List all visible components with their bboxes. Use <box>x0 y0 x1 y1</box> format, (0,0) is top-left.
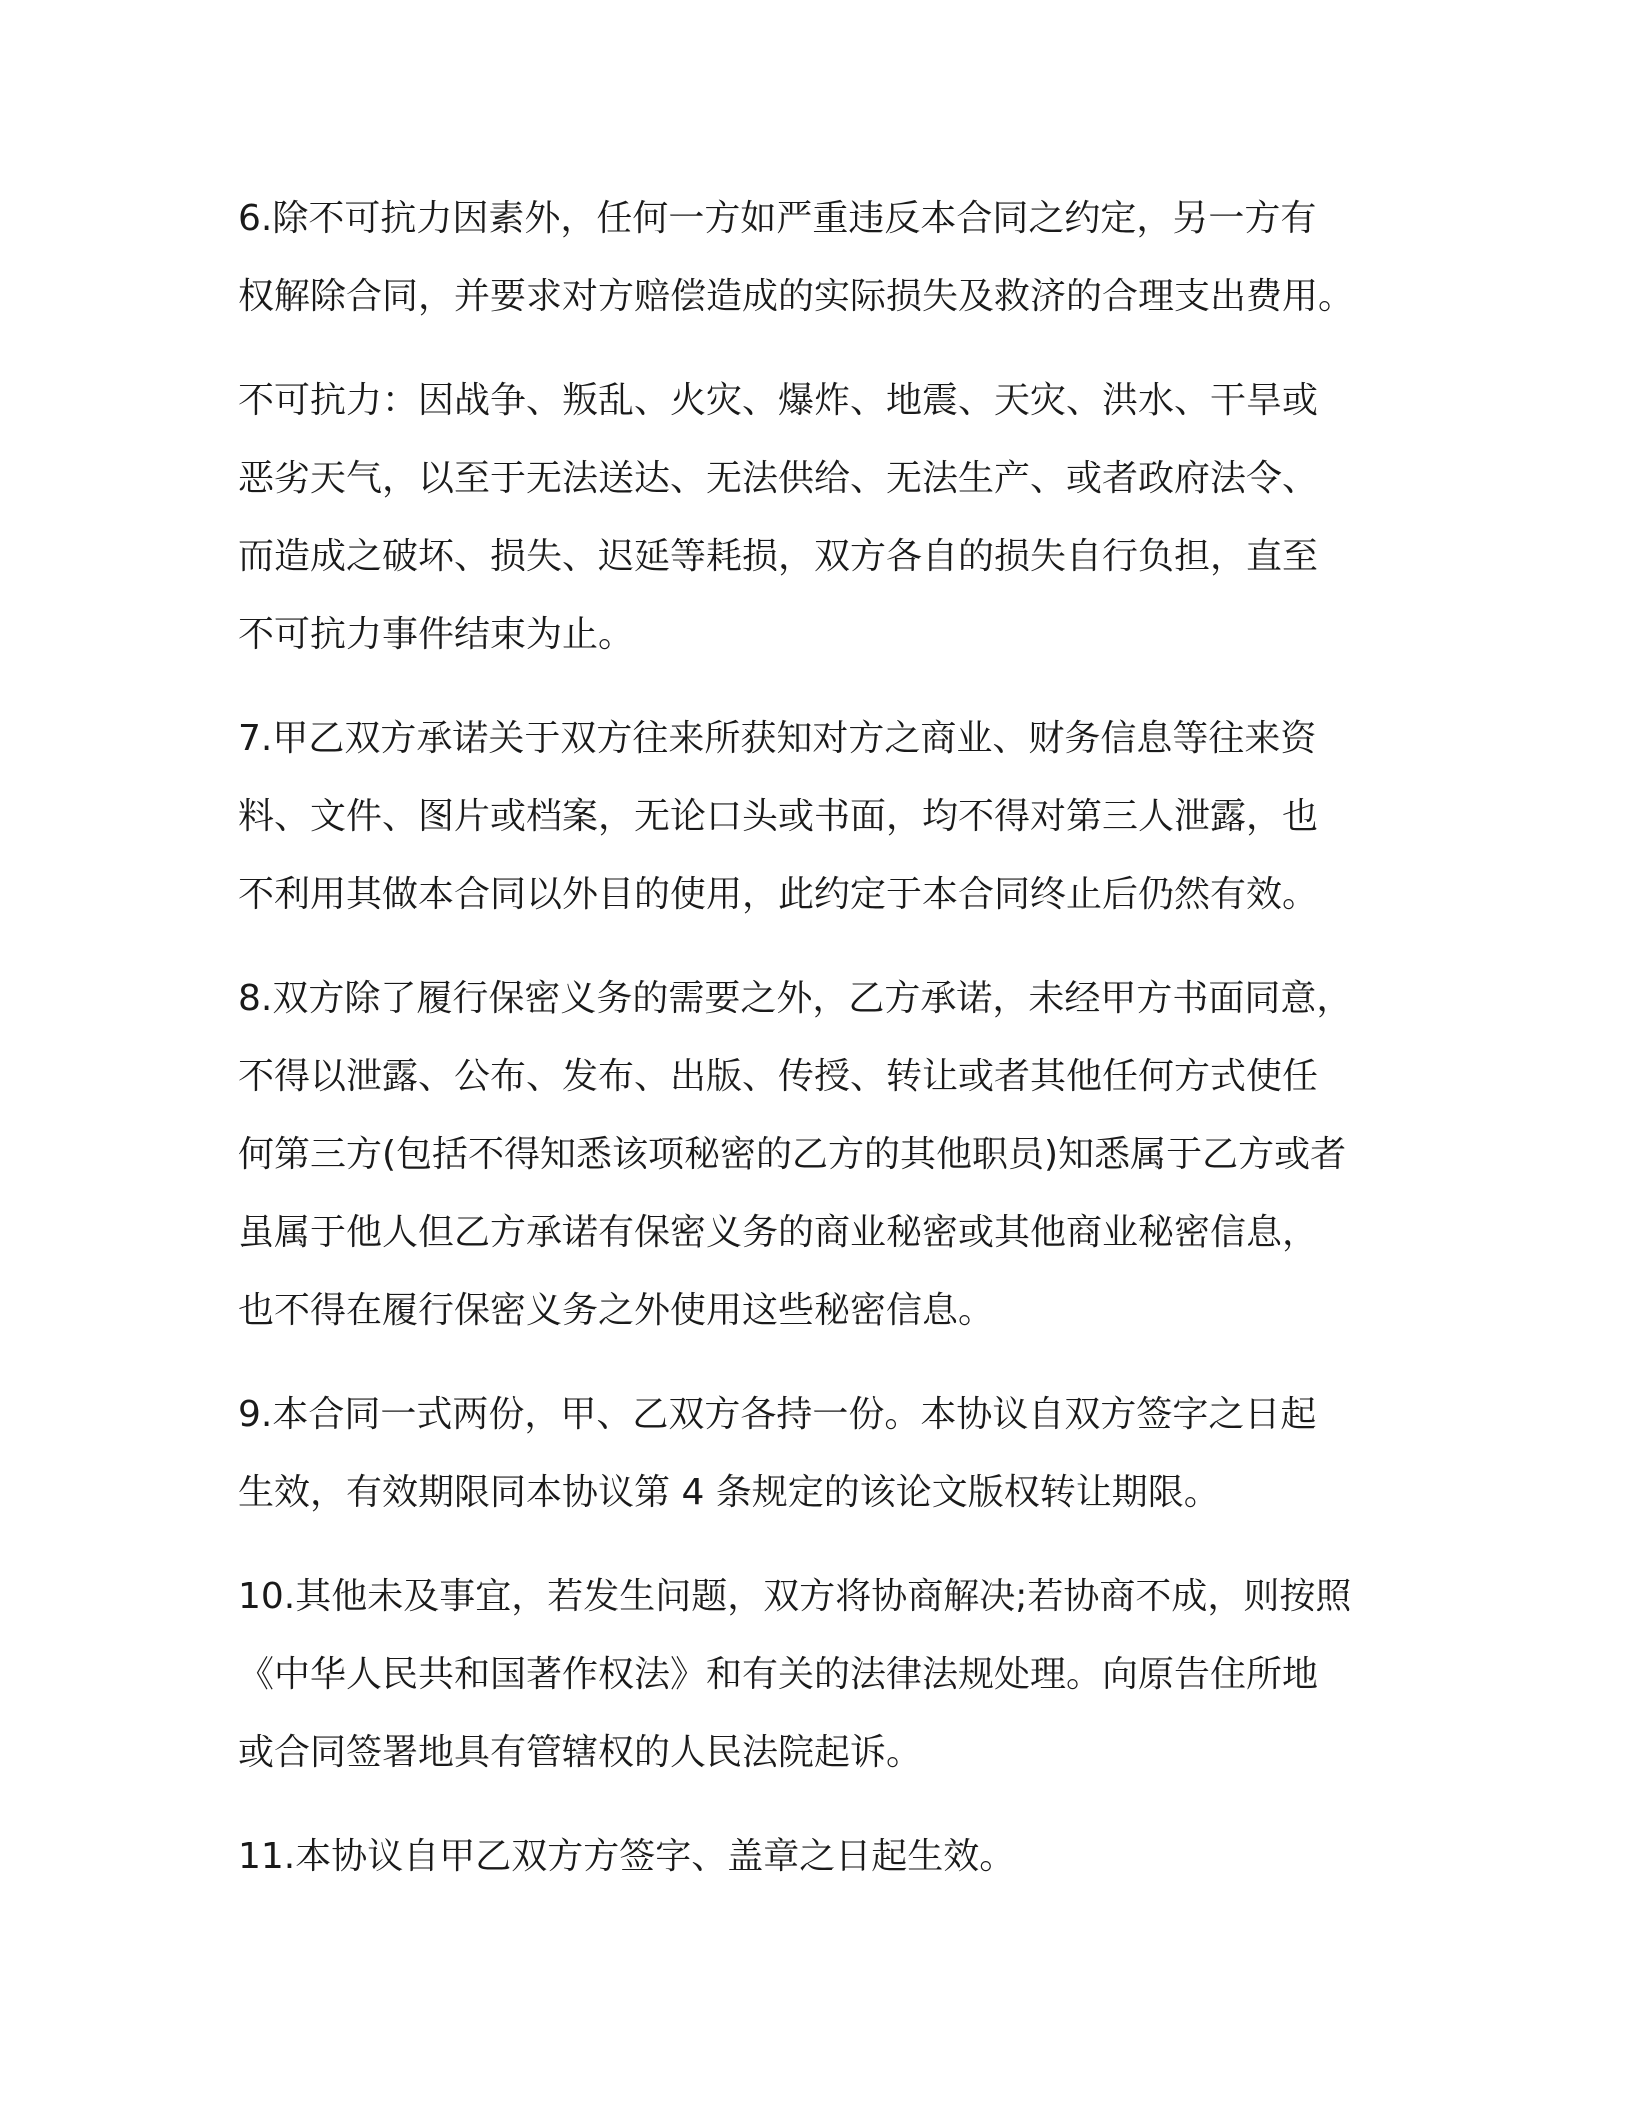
text-line: 不得以泄露、公布、发布、出版、传授、转让或者其他任何方式使任 <box>238 1056 1319 1097</box>
text-line: 而造成之破坏、损失、迟延等耗损，双方各自的损失自行负担，直至 <box>238 536 1319 577</box>
text-line: 不可抗力：因战争、叛乱、火灾、爆炸、地震、天灾、洪水、干旱或 <box>238 380 1319 421</box>
text-line: 《中华人民共和国著作权法》和有关的法律法规处理。向原告住所地 <box>238 1654 1319 1695</box>
contract-text <box>238 180 1398 1922</box>
text-line: 或合同签署地具有管辖权的人民法院起诉。 <box>238 1732 923 1773</box>
text-line: 9.本合同一式两份，甲、乙双方各持一份。本协议自双方签字之日起 <box>238 1394 1317 1435</box>
text-line: 7.甲乙双方承诺关于双方往来所获知对方之商业、财务信息等往来资 <box>238 718 1317 759</box>
text-line: 权解除合同，并要求对方赔偿造成的实际损失及救济的合理支出费用。 <box>238 276 1355 317</box>
text-line: 恶劣天气，以至于无法送达、无法供给、无法生产、或者政府法令、 <box>238 458 1319 499</box>
clause-9 <box>238 1376 1398 1532</box>
text-line: 料、文件、图片或档案，无论口头或书面，均不得对第三人泄露，也 <box>238 796 1319 837</box>
clause-11 <box>238 1818 1398 1896</box>
clause-6 <box>238 180 1398 336</box>
clause-8 <box>238 960 1398 1350</box>
clause-7 <box>238 700 1398 934</box>
text-line: 10.其他未及事宜，若发生问题，双方将协商解决;若协商不成，则按照 <box>238 1576 1352 1617</box>
text-line: 6.除不可抗力因素外，任何一方如严重违反本合同之约定，另一方有 <box>238 198 1317 239</box>
clause-10 <box>238 1558 1398 1792</box>
text-line: 也不得在履行保密义务之外使用这些秘密信息。 <box>238 1290 995 1331</box>
text-line: 不可抗力事件结束为止。 <box>238 614 635 655</box>
text-line: 生效，有效期限同本协议第 4 条规定的该论文版权转让期限。 <box>238 1472 1220 1513</box>
text-line: 虽属于他人但乙方承诺有保密义务的商业秘密或其他商业秘密信息， <box>238 1212 1319 1253</box>
text-line: 何第三方(包括不得知悉该项秘密的乙方的其他职员)知悉属于乙方或者 <box>238 1134 1347 1175</box>
text-line: 不利用其做本合同以外目的使用，此约定于本合同终止后仍然有效。 <box>238 874 1319 915</box>
force-majeure-definition <box>238 362 1398 674</box>
text-line: 11.本协议自甲乙双方方签字、盖章之日起生效。 <box>238 1836 1016 1877</box>
text-line: 8.双方除了履行保密义务的需要之外，乙方承诺，未经甲方书面同意， <box>238 978 1353 1019</box>
